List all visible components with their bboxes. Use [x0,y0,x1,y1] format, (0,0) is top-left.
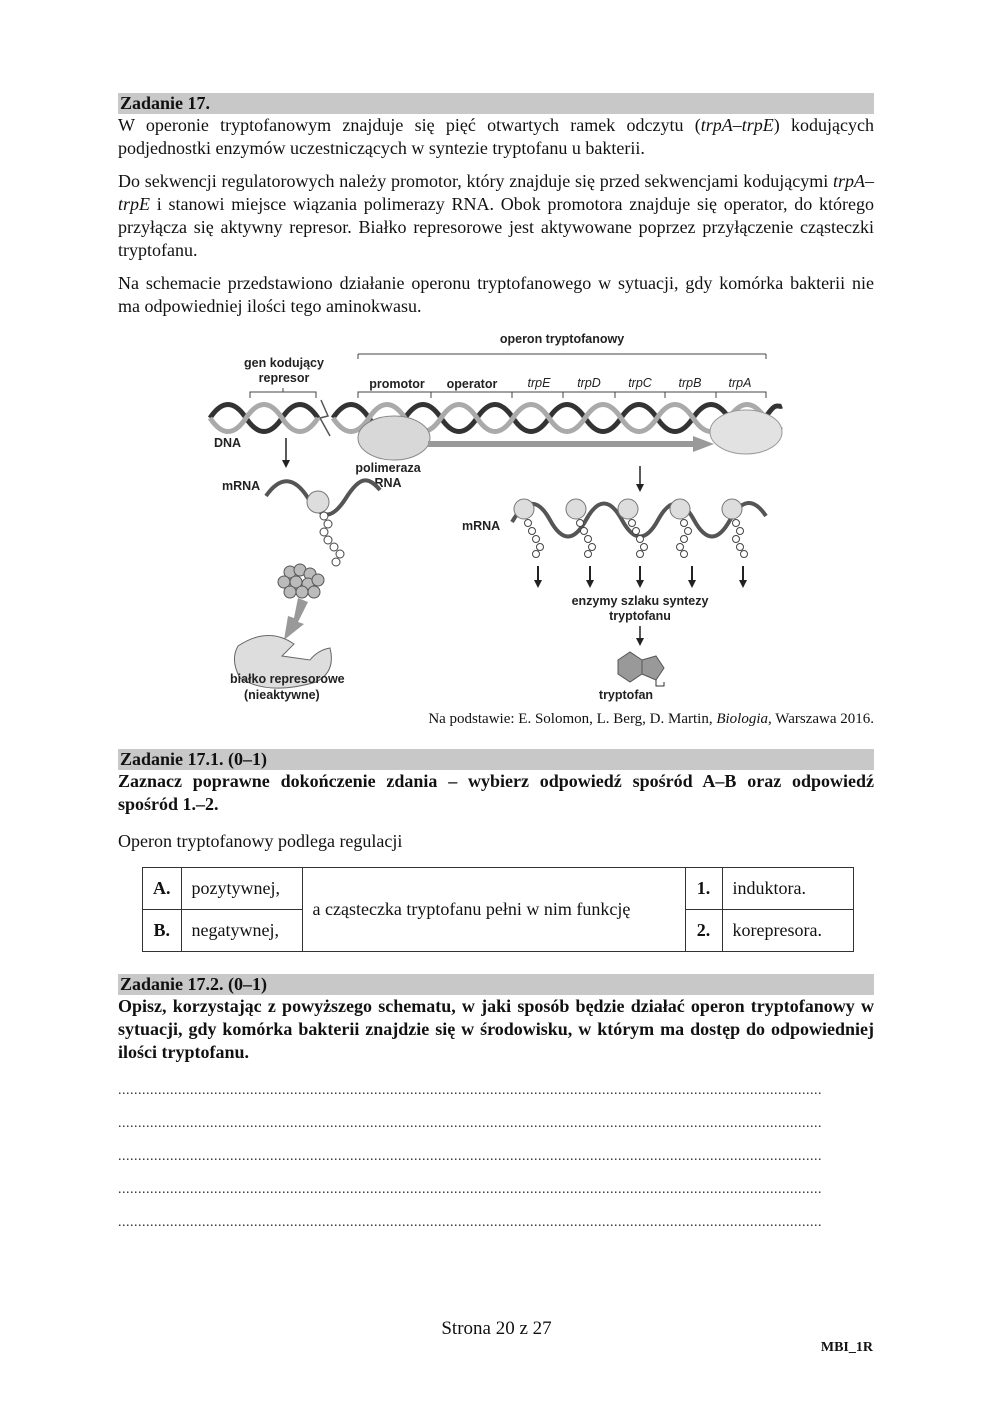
page-content [118,93,874,1239]
folded-protein [278,564,324,598]
option-1-key[interactable]: 1. [685,868,722,910]
option-2-key[interactable]: 2. [685,910,722,952]
gene-trpC: trpC [628,376,652,390]
task17-1-stem: Operon tryptofanowy podlega regulacji [118,831,403,851]
gene-trpD: trpD [577,376,601,390]
task17-1-heading: Zadanie 17.1. (0–1) [118,749,874,770]
option-b-text[interactable]: negatywnej, [181,910,302,952]
exam-code: MBI_1R [820,1340,873,1355]
answer-line[interactable]: ................................................................................................................................................................................ [118,1116,822,1131]
gene-trpA: trpA [728,376,752,390]
page-number: Strona 20 z 27 [441,1318,552,1339]
promotor-label: promotor [369,377,425,391]
operator-label: operator [446,377,498,391]
task17-2-heading: Zadanie 17.2. (0–1) [118,974,874,995]
region-bracket [358,392,766,398]
gene-trpE: trpE [527,376,551,390]
option-2-text[interactable]: korepresora. [722,910,853,952]
gene-label-2: represor [258,371,310,385]
operon-diagram [118,326,874,706]
folding-arrow [284,598,308,640]
enzymes-label-2: tryptofanu [609,609,671,623]
task17-1-instruction: Zaznacz poprawne dokończenie zdania – wybierz odpowiedź spośród A–B oraz odpowiedź spośród 1.–2. [118,771,874,814]
mrna-right-label: mRNA [462,519,501,533]
option-1-text[interactable]: induktora. [722,868,853,910]
operon-label: operon tryptofanowy [499,332,625,346]
task17-heading: Zadanie 17. [118,93,874,114]
answer-table [142,867,854,952]
answer-line[interactable]: ................................................................................................................................................................................ [118,1182,822,1197]
task17-2-instruction: Opisz, korzystając z powyższego schematu, w jaki sposób będzie działać operon tryptofanowy w sytuacji, gdy komórka bakterii znajdzie się w środowisku, w którym ma dostęp do odpowiedniej ilości tryptofanu. [118,996,874,1062]
enzyme-arrows [538,566,743,582]
gene-trpB: trpB [678,376,702,390]
option-b-key[interactable]: B. [143,910,182,952]
task17-para3: Na schemacie przedstawiono działanie operonu tryptofanowego w sytuacji, gdy komórka bakterii nie ma odpowiedniej ilości tego aminokwasu. [118,273,874,316]
polypeptide-left [320,512,344,566]
ribosome-left [307,491,329,513]
operon-diagram-svg [118,326,874,706]
repressor-label-2: (nieaktywne) [244,688,320,702]
option-a-text[interactable]: pozytywnej, [181,868,302,910]
dna-label: DNA [214,436,242,450]
repressor-label-1: białko represorowe [230,672,345,686]
task17-para1: W operonie tryptofanowym znajduje się pięć otwartych ramek odczytu (trpA–trpE) kodujących podjednostki enzymów uczestniczących w syntezie tryptofanu u bakterii. [118,115,874,158]
enzymes-label-1: enzymy szlaku syntezy [571,594,709,608]
tryptophan-label: tryptofan [598,688,654,702]
gene-bracket [250,392,316,398]
rna-polymerase-end [710,410,782,454]
dna-helix [210,400,782,436]
tryptophan-molecule [618,652,664,686]
mrna-left-label: mRNA [222,479,261,493]
rna-polymerase-start [358,416,430,460]
table-middle: a cząsteczka tryptofanu pełni w nim funkcję [302,868,685,952]
gene-label-1: gen kodujący [244,356,324,370]
polymerase-label-2: RNA [374,476,402,490]
polypeptides-right [525,520,748,558]
answer-line[interactable]: ................................................................................................................................................................................ [118,1149,822,1164]
answer-line[interactable]: ................................................................................................................................................................................ [118,1215,822,1230]
option-a-key[interactable]: A. [143,868,182,910]
figure-source: Na podstawie: E. Solomon, L. Berg, D. Martin, Biologia, Warszawa 2016. [428,711,874,727]
answer-line[interactable]: ................................................................................................................................................................................ [118,1083,822,1098]
polymerase-label-1: polimeraza [355,461,421,475]
task17-para2: Do sekwencji regulatorowych należy promotor, który znajduje się przed sekwencjami kodującymi trpA–trpE i stanowi miejsce wiązania polimerazy RNA. Obok promotora znajduje się operator, do którego przyłącza się aktywny represor. Białko represorowe jest aktywowane poprzez przyłączenie cząsteczki tryptofanu. [118,171,874,260]
